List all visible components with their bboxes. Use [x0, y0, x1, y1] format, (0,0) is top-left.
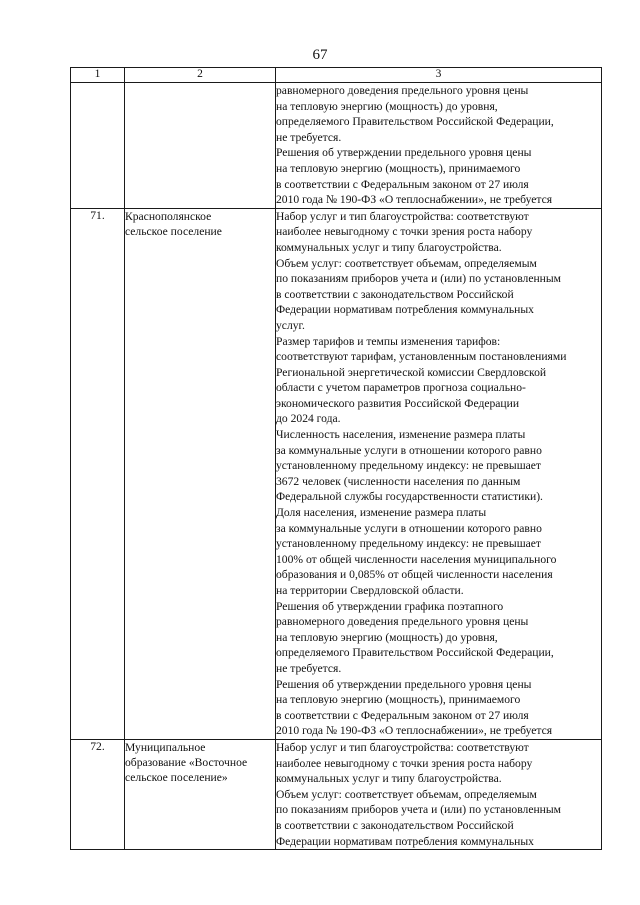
municipality-name-line: сельское поселение»: [125, 771, 228, 785]
indicator-description: [276, 83, 602, 209]
description-line: Набор услуг и тип благоустройства: соответствуют: [276, 209, 529, 223]
description-line: установленному предельному индексу: не превышает: [276, 537, 541, 551]
row-number: [71, 83, 125, 209]
description-line: соответствуют тарифам, установленным постановлениями: [276, 350, 567, 364]
description-line: наиболее невыгодному с точки зрения роста набору: [276, 756, 533, 770]
description-line: 2010 года № 190-ФЗ «О теплоснабжении», не требуется: [276, 193, 553, 207]
table-header-row: [71, 68, 602, 83]
description-line: на тепловую энергию (мощность), принимаемого: [276, 693, 521, 707]
header-col-1: 1: [71, 68, 125, 83]
municipality-name-line: сельское поселение: [125, 224, 222, 238]
description-line: услуг.: [276, 318, 305, 332]
description-line: Численность населения, изменение размера платы: [276, 428, 526, 442]
indicator-description: [276, 739, 602, 849]
description-line: Объем услуг: соответствует объемам, определяемым: [276, 256, 537, 270]
description-line: не требуется.: [276, 661, 342, 675]
header-col-2: 2: [125, 68, 276, 83]
description-line: коммунальных услуг и типу благоустройства.: [276, 772, 502, 786]
description-line: Региональной энергетической комиссии Свердловской: [276, 365, 547, 379]
description-line: наиболее невыгодному с точки зрения роста набору: [276, 225, 533, 239]
description-line: экономического развития Российской Федерации: [276, 396, 520, 410]
description-line: Размер тарифов и темпы изменения тарифов:: [276, 334, 501, 348]
table-row: [71, 83, 602, 209]
description-line: в соответствии с Федеральным законом от 27 июля: [276, 177, 529, 191]
table-row: [71, 208, 602, 739]
municipality-name: [125, 83, 276, 209]
description-line: Доля населения, изменение размера платы: [276, 506, 487, 520]
description-line: по показаниям приборов учета и (или) по установленным: [276, 803, 562, 817]
description-line: Федерации нормативам потребления коммунальных: [276, 834, 534, 848]
description-line: определяемого Правительством Российской Федерации,: [276, 115, 554, 129]
municipality-name: [125, 739, 276, 849]
description-line: равномерного доведения предельного уровня цены: [276, 615, 529, 629]
description-line: на тепловую энергию (мощность), принимаемого: [276, 161, 521, 175]
description-line: установленному предельному индексу: не превышает: [276, 459, 541, 473]
description-line: Федерации нормативам потребления коммунальных: [276, 303, 534, 317]
description-line: коммунальных услуг и типу благоустройства.: [276, 240, 502, 254]
description-line: области с учетом параметров прогноза социально-: [276, 381, 526, 395]
description-line: Объем услуг: соответствует объемам, определяемым: [276, 787, 537, 801]
description-line: по показаниям приборов учета и (или) по установленным: [276, 272, 562, 286]
row-number: 71.: [71, 208, 125, 739]
description-line: за коммунальные услуги в отношении которого равно: [276, 521, 542, 535]
tariff-table: [70, 67, 602, 850]
municipality-name-line: образование «Восточное: [125, 756, 248, 770]
description-line: равномерного доведения предельного уровня цены: [276, 84, 529, 97]
row-number: 72.: [71, 739, 125, 849]
description-line: Решения об утверждении предельного уровня цены: [276, 146, 532, 160]
municipality-name-line: Муниципальное: [125, 740, 206, 754]
municipality-name-line: Краснополянское: [125, 209, 212, 223]
description-line: в соответствии с законодательством Российской: [276, 818, 514, 832]
description-line: на тепловую энергию (мощность) до уровня,: [276, 630, 498, 644]
description-line: образования и 0,085% от общей численности населения: [276, 568, 553, 582]
description-line: 2010 года № 190-ФЗ «О теплоснабжении», не требуется: [276, 724, 553, 738]
municipality-name: [125, 208, 276, 739]
page-number: 67: [312, 47, 328, 63]
description-line: за коммунальные услуги в отношении которого равно: [276, 443, 542, 457]
description-line: до 2024 года.: [276, 412, 341, 426]
description-line: на территории Свердловской области.: [276, 584, 464, 597]
description-line: определяемого Правительством Российской Федерации,: [276, 646, 554, 660]
description-line: Решения об утверждении графика поэтапного: [276, 599, 504, 613]
indicator-description: [276, 208, 602, 739]
table-row: [71, 739, 602, 849]
description-line: на тепловую энергию (мощность) до уровня,: [276, 99, 498, 113]
description-line: в соответствии с Федеральным законом от 27 июля: [276, 708, 529, 722]
description-line: Набор услуг и тип благоустройства: соответствуют: [276, 740, 529, 754]
description-line: Решения об утверждении предельного уровня цены: [276, 677, 532, 691]
description-line: в соответствии с законодательством Российской: [276, 287, 514, 301]
header-col-3: 3: [276, 68, 602, 83]
description-line: не требуется.: [276, 130, 342, 144]
description-line: 3672 человек (численности населения по данным: [276, 474, 521, 488]
description-line: 100% от общей численности населения муниципального: [276, 552, 557, 566]
description-line: Федеральной службы государственности статистики).: [276, 490, 543, 504]
